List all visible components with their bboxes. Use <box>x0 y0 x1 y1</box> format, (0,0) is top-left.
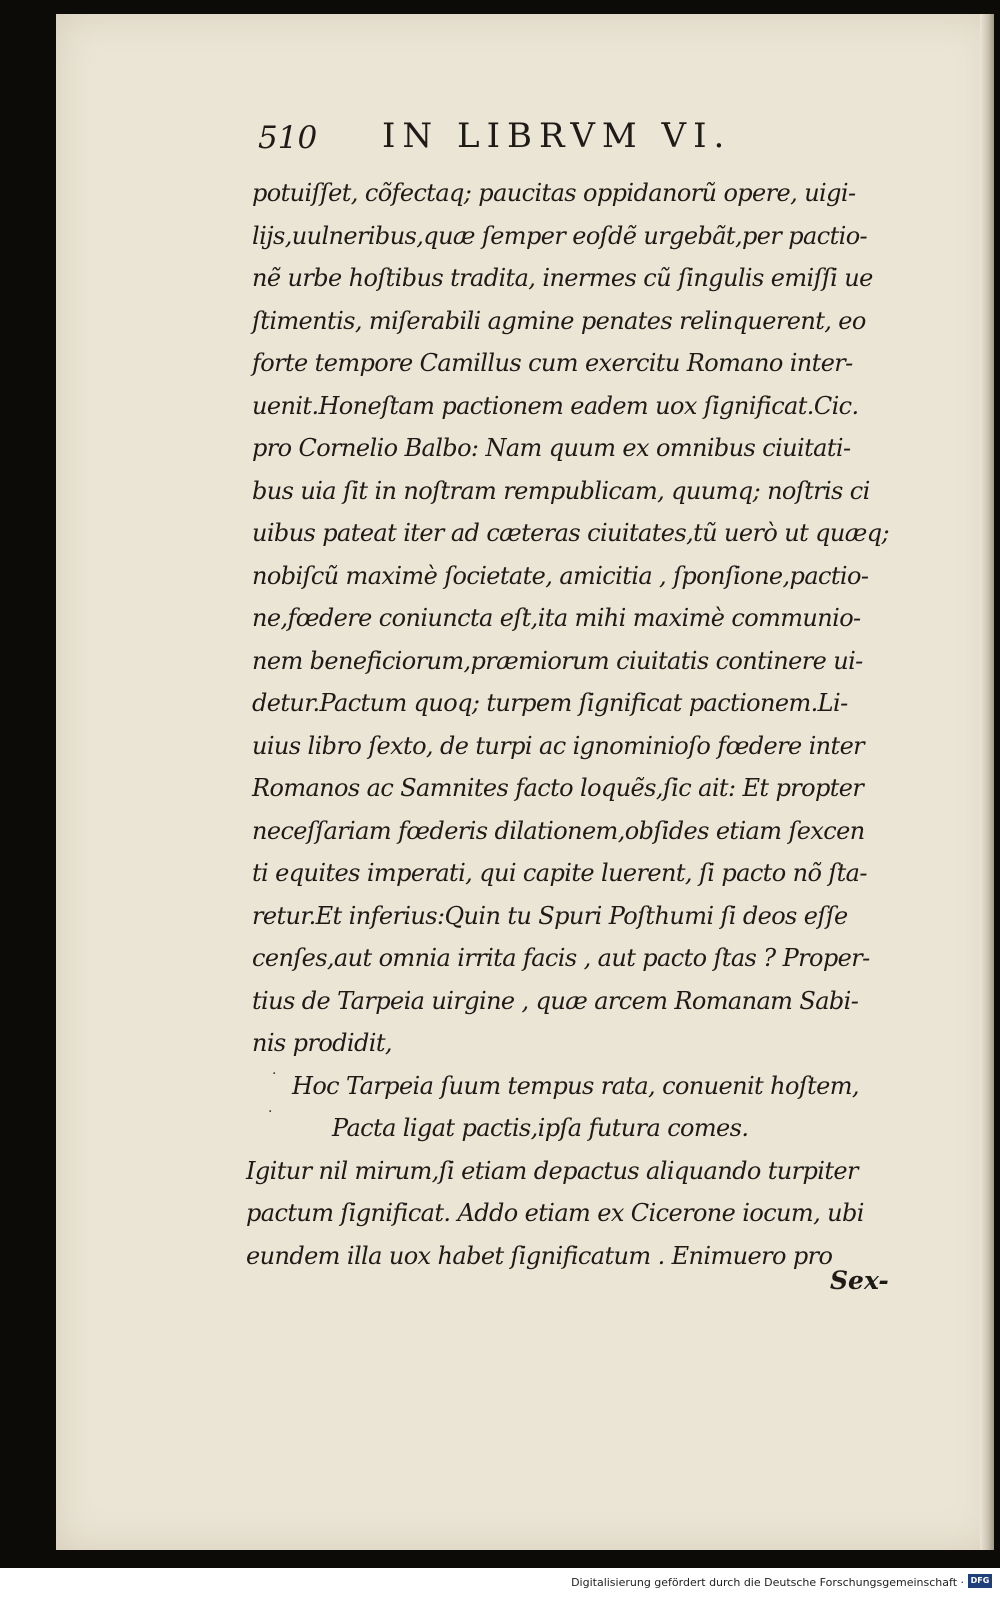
text-line: nẽ urbe hoſtibus tradita, inermes cũ ſingulis emiſſi ue <box>252 264 873 292</box>
footer-credit: Digitalisierung gefördert durch die Deutsche Forschungsgemeinschaft · <box>571 1576 964 1589</box>
text-line: pro Cornelio Balbo: Nam quum ex omnibus ciuitati- <box>252 434 851 462</box>
page-number: 510 <box>258 120 318 156</box>
page-header <box>258 116 818 166</box>
page-edge <box>980 14 994 1550</box>
text-line: forte tempore Camillus cum exercitu Romano inter- <box>252 349 853 377</box>
text-line: Igitur nil mirum,ſi etiam depactus aliquando turpiter <box>246 1156 858 1185</box>
text-line: uius libro ſexto, de turpi ac ignominioſo fœdere inter <box>252 731 865 760</box>
text-line: ne,fœdere coniuncta eſt,ita mihi maximè communio- <box>252 604 861 632</box>
text-line: uibus pateat iter ad cæteras ciuitates,tũ uerò ut quæq; <box>252 519 889 547</box>
running-head: IN LIBRVM VI. <box>382 116 732 156</box>
text-line: ſtimentis, miſerabili agmine penates relinquerent, eo <box>252 306 866 335</box>
footer-bar <box>0 1568 1000 1599</box>
dfg-logo-icon: DFG <box>968 1574 992 1588</box>
text-line: detur.Pactum quoq; turpem ſignificat pactionem.Li- <box>252 689 848 717</box>
text-line: tius de Tarpeia uirgine , quæ arcem Romanam Sabi- <box>252 986 859 1015</box>
text-line: potuiſſet, cõfectaq; paucitas oppidanorũ opere, uigi- <box>252 179 856 207</box>
text-line: nem beneficiorum,præmiorum ciuitatis continere ui- <box>252 646 863 675</box>
text-line: bus uia ſit in noſtram rempublicam, quumq; noſtris ci <box>252 476 870 505</box>
text-line: nis prodidit, <box>252 1029 392 1057</box>
verse-line: Pacta ligat pactis,ipſa futura comes. <box>332 1114 749 1142</box>
text-line: lijs,uulneribus,quæ ſemper eoſdẽ urgebãt,per pactio- <box>252 221 868 250</box>
text-line: Romanos ac Samnites facto loquẽs,ſic ait: Et propter <box>252 774 864 802</box>
verse-line: Hoc Tarpeia ſuum tempus rata, conuenit hoſtem, <box>292 1071 859 1100</box>
text-line: ti equites imperati, qui capite luerent, ſi pacto nõ ſta- <box>252 859 867 887</box>
text-line: neceſſariam fœderis dilationem,obſides etiam ſexcen <box>252 816 865 845</box>
text-line: eundem illa uox habet ſignificatum . Enimuero pro <box>246 1241 833 1270</box>
text-line: uenit.Honeſtam pactionem eadem uox ſignificat.Cic. <box>252 391 859 420</box>
verse-marker-dot: · <box>268 1104 273 1120</box>
text-line: retur.Et inferius:Quin tu Spuri Poſthumi ſi deos eſſe <box>252 901 848 930</box>
body-text <box>246 172 898 1277</box>
text-line: pactum ſignificat. Addo etiam ex Cicerone iocum, ubi <box>246 1199 864 1227</box>
text-line: cenſes,aut omnia irrita facis , aut pacto ſtas ? Proper- <box>252 944 870 972</box>
catchword: Sex- <box>830 1266 889 1295</box>
text-line: nobiſcũ maximè ſocietate, amicitia , ſponſione,pactio- <box>252 561 869 590</box>
verse-marker-dot: · <box>272 1066 277 1082</box>
